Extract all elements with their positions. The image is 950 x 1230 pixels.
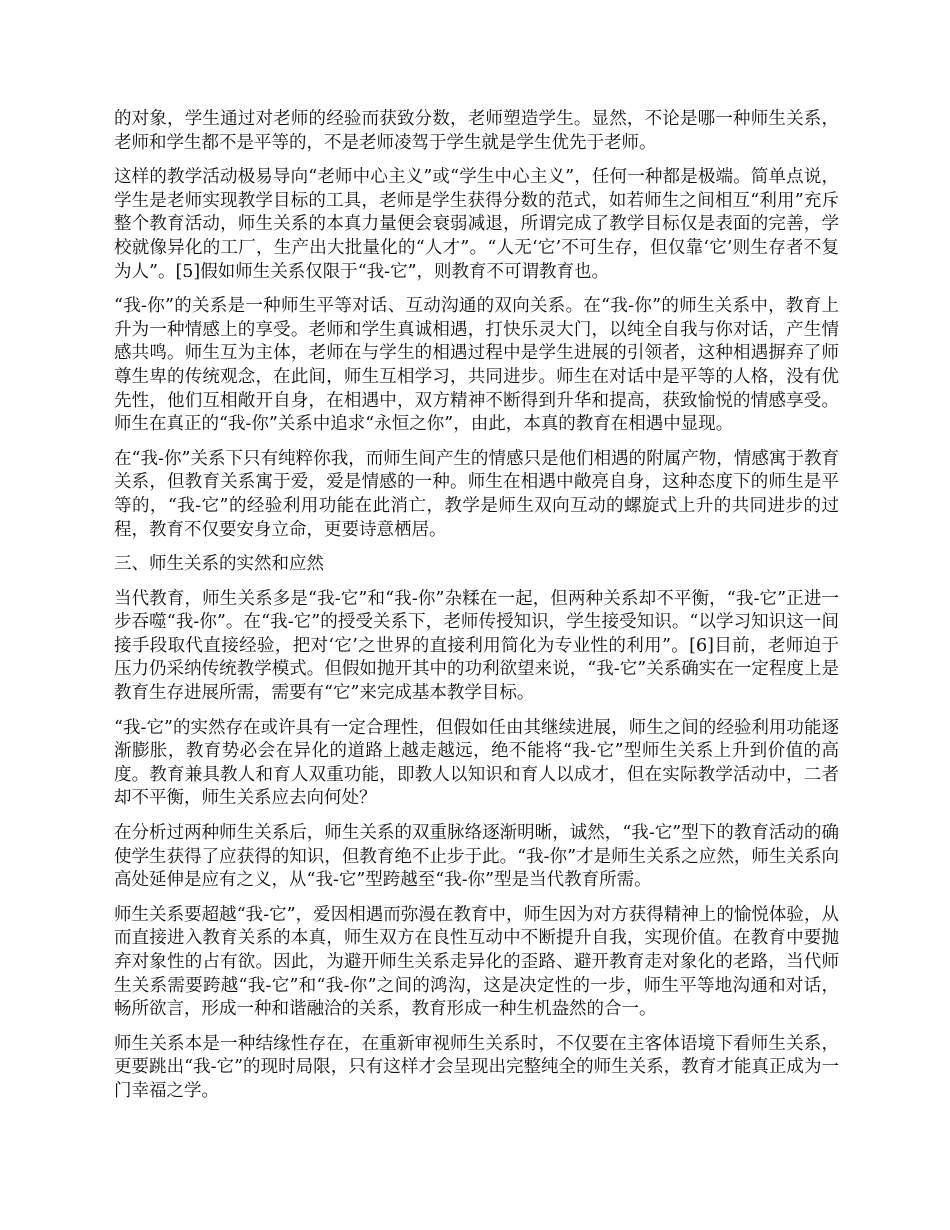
paragraph: “我-你”的关系是一种师生平等对话、互动沟通的双向关系。在“我-你”的师生关系中，教育上升为一种情感上的享受。老师和学生真诚相遇，打快乐灵大门，以纯全自我与你对话，产生情感共鸣。师生互为主体，老师在与学生的相遇过程中是学生进展的引领者，这种相遇摒弃了师尊生卑的传统观念，在此间，师生互相学习，共同进步。师生在对话中是平等的人格，没有优先性，他们互相敞开自身，在相遇中，双方精神不断得到升华和提高，获致愉悦的情感享受。师生在真正的“我-你”关系中追求“永恒之你”，由此，本真的教育在相遇中显现。 bbox=[114, 296, 839, 435]
paragraph: 在“我-你”关系下只有纯粹你我，而师生间产生的情感只是他们相遇的附属产物，情感寓于教育关系，但教育关系寓于爱，爱是情感的一种。师生在相遇中敞亮自身，这种态度下的师生是平等的，“我-它”的经验利用功能在此消亡，教学是师生双向互动的螺旋式上升的共同进步的过程，教育不仅要安身立命，更要诗意栖居。 bbox=[114, 448, 839, 540]
paragraph: 师生关系本是一种结缘性存在，在重新审视师生关系时，不仅要在主客体语境下看师生关系，更要跳出“我-它”的现时局限，只有这样才会呈现出完整纯全的师生关系，教育才能真正成为一门幸福之学。 bbox=[114, 1033, 839, 1101]
section-heading: 三、师生关系的实然和应然 bbox=[114, 554, 324, 575]
document-body bbox=[114, 108, 839, 1115]
paragraph: 这样的教学活动极易导向“老师中心主义”或“学生中心主义”，任何一种都是极端。简单点说，学生是老师实现教学目标的工具，老师是学生获得分数的范式，如若师生之间相互“利用”充斥整个教育活动，师生关系的本真力量便会衰弱减退，所谓完成了教学目标仅是表面的完善，学校就像异化的工厂，生产出大批量化的“人才”。“人无‘它’不可生存，但仅靠‘它’则生存者不复为人”。[5]假如师生关系仅限于“我-它”，则教育不可谓教育也。 bbox=[114, 167, 839, 282]
paragraph: 的对象，学生通过对老师的经验而获致分数，老师塑造学生。显然，不论是哪一种师生关系，老师和学生都不是平等的，不是老师凌驾于学生就是学生优先于老师。 bbox=[114, 109, 839, 153]
paragraph: 在分析过两种师生关系后，师生关系的双重脉络逐渐明晰，诚然，“我-它”型下的教育活动的确使学生获得了应获得的知识，但教育绝不止步于此。“我-你”才是师生关系之应然，师生关系向高处延伸是应有之义，从“我-它”型跨越至“我-你”型是当代教育所需。 bbox=[114, 823, 839, 891]
paragraph: “我-它”的实然存在或许具有一定合理性，但假如任由其继续进展，师生之间的经验利用功能逐渐膨胀，教育势必会在异化的道路上越走越远，绝不能将“我-它”型师生关系上升到价值的高度。教育兼具教人和育人双重功能，即教人以知识和育人以成才，但在实际教学活动中，二者却不平衡，师生关系应去向何处？ bbox=[114, 717, 839, 809]
paragraph: 当代教育，师生关系多是“我-它”和“我-你”杂糅在一起，但两种关系却不平衡，“我-它”正进一步吞噬“我-你”。在“我-它”的授受关系下，老师传授知识，学生接受知识。“以学习知识这一间接手段取代直接经验，把对‘它’之世界的直接利用简化为专业性的利用”。[6]目前，老师迫于压力仍采纳传统教学模式。但假如抛开其中的功利欲望来说，“我-它”关系确实在一定程度上是教育生存进展所需，需要有“它”来完成基本教学目标。 bbox=[114, 588, 839, 704]
paragraph: 师生关系要超越“我-它”，爱因相遇而弥漫在教育中，师生因为对方获得精神上的愉悦体验，从而直接进入教育关系的本真，师生双方在良性互动中不断提升自我，实现价值。在教育中要抛弃对象性的占有欲。因此，为避开师生关系走异化的歪路、避开教育走对象化的老路，当代师生关系需要跨越“我-它”和“我-你”之间的鸿沟，这是决定性的一步，师生平等地沟通和对话，畅所欲言，形成一种和谐融洽的关系，教育形成一种生机盎然的合一。 bbox=[114, 904, 839, 1020]
